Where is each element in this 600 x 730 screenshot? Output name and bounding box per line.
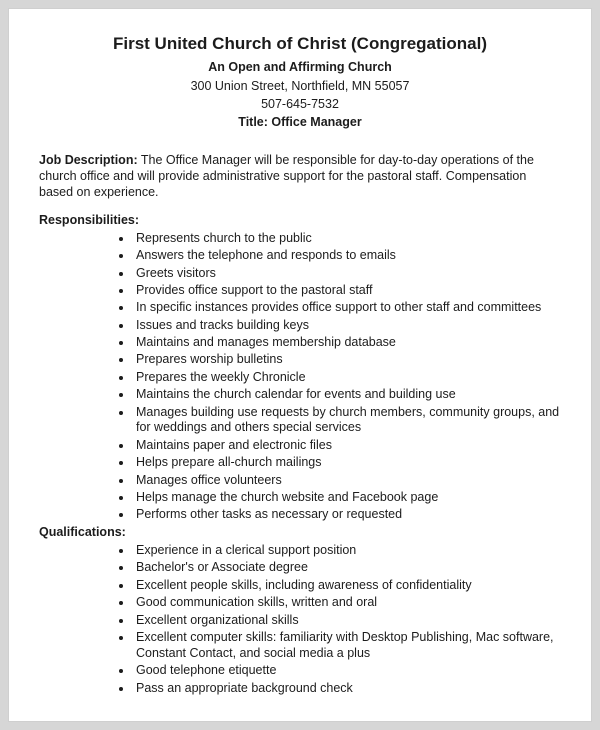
- bullet-item: • Maintains the church calendar for events and building use: [133, 387, 561, 403]
- bullet-item: • Provides office support to the pastoral staff: [133, 283, 561, 299]
- section-heading-responsibilities: Responsibilities:: [39, 212, 140, 227]
- responsibilities-list: [39, 231, 561, 523]
- address-line: 300 Union Street, Northfield, MN 55057: [190, 78, 410, 93]
- section-heading-qualifications: Qualifications:: [39, 525, 126, 540]
- bullet-item: • Excellent organizational skills: [133, 613, 561, 629]
- document-page: [8, 8, 592, 722]
- bullet-item: • Prepares the weekly Chronicle: [133, 370, 561, 386]
- bullet-item: • Represents church to the public: [133, 231, 561, 247]
- position-title: Title: Office Manager: [238, 115, 362, 130]
- bullet-item: • Greets visitors: [133, 266, 561, 282]
- bullet-item: • Good telephone etiquette: [133, 663, 561, 679]
- bullet-item: • Performs other tasks as necessary or requested: [133, 507, 561, 523]
- qualifications-list: [39, 543, 561, 696]
- bullet-item: • Excellent computer skills: familiarity with Desktop Publishing, Mac software, Constant Contact, and social media a plus: [133, 630, 561, 662]
- bullet-item: • Bachelor's or Associate degree: [133, 560, 561, 576]
- job-description-paragraph: [39, 153, 561, 201]
- bullet-item: • Helps manage the church website and Facebook page: [133, 490, 561, 506]
- bullet-item: • Answers the telephone and responds to emails: [133, 248, 561, 264]
- bullet-item: • Manages building use requests by church members, community groups, and for weddings and others special services: [133, 405, 561, 437]
- phone-line: 507-645-7532: [261, 97, 339, 111]
- document-header: [39, 33, 561, 131]
- bullet-item: • Experience in a clerical support position: [133, 543, 561, 559]
- document-title: First United Church of Christ (Congregational): [113, 34, 487, 53]
- bullet-item: • Issues and tracks building keys: [133, 318, 561, 334]
- bullet-item: • Pass an appropriate background check: [133, 681, 561, 697]
- bullet-item: • Prepares worship bulletins: [133, 352, 561, 368]
- bullet-item: • Maintains paper and electronic files: [133, 438, 561, 454]
- bullet-item: • Good communication skills, written and oral: [133, 595, 561, 611]
- document-subtitle: An Open and Affirming Church: [208, 60, 392, 75]
- bullet-item: • Helps prepare all-church mailings: [133, 455, 561, 471]
- bullet-item: • In specific instances provides office support to other staff and committees: [133, 300, 561, 316]
- bullet-item: • Manages office volunteers: [133, 473, 561, 489]
- bullet-item: • Maintains and manages membership database: [133, 335, 561, 351]
- bullet-item: • Excellent people skills, including awareness of confidentiality: [133, 578, 561, 594]
- job-description-label: Job Description:: [39, 153, 138, 168]
- job-description-text: The Office Manager will be responsible for day-to-day operations of the church office and will provide administrative support for the pastoral staff. Compensation based on experience.: [39, 153, 534, 199]
